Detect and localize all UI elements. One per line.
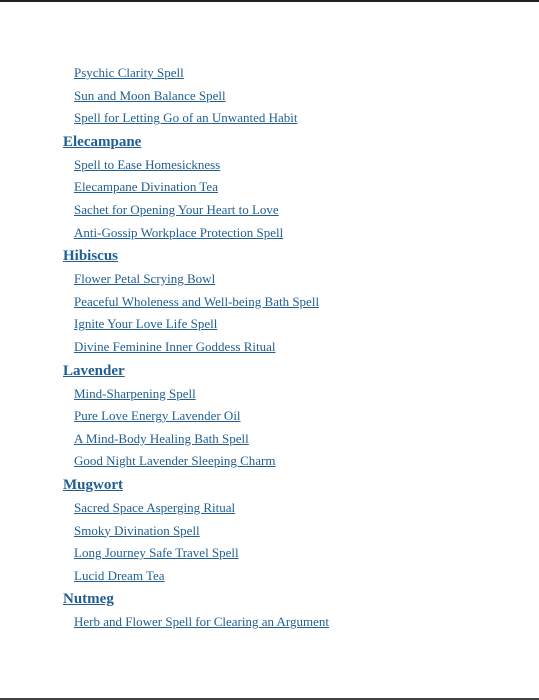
- toc-section-heading-elecampane[interactable]: Elecampane: [63, 133, 142, 150]
- toc-link[interactable]: Sachet for Opening Your Heart to Love: [74, 201, 279, 217]
- toc-link[interactable]: Herb and Flower Spell for Clearing an Argument: [74, 614, 330, 630]
- toc-link[interactable]: Smoky Divination Spell: [74, 522, 200, 538]
- toc-section-heading-hibiscus[interactable]: Hibiscus: [63, 248, 119, 265]
- page-top-edge: [0, 0, 539, 2]
- toc-link[interactable]: Sun and Moon Balance Spell: [74, 87, 226, 103]
- table-of-contents: [63, 62, 523, 634]
- toc-section-heading-nutmeg[interactable]: Nutmeg: [63, 591, 114, 608]
- toc-link[interactable]: Anti-Gossip Workplace Protection Spell: [74, 224, 284, 240]
- toc-section-heading-lavender[interactable]: Lavender: [63, 362, 125, 379]
- toc-link[interactable]: Pure Love Energy Lavender Oil: [74, 408, 241, 424]
- toc-link[interactable]: Ignite Your Love Life Spell: [74, 316, 218, 332]
- toc-link[interactable]: Spell to Ease Homesickness: [74, 156, 221, 172]
- toc-link[interactable]: Good Night Lavender Sleeping Charm: [74, 453, 276, 469]
- toc-link[interactable]: Lucid Dream Tea: [74, 567, 165, 583]
- toc-link[interactable]: Peaceful Wholeness and Well-being Bath Spell: [74, 293, 320, 309]
- toc-section-heading-mugwort[interactable]: Mugwort: [63, 476, 123, 493]
- toc-link[interactable]: Elecampane Divination Tea: [74, 179, 218, 195]
- toc-link[interactable]: Divine Feminine Inner Goddess Ritual: [74, 338, 276, 354]
- toc-link[interactable]: Spell for Letting Go of an Unwanted Habit: [74, 110, 298, 126]
- toc-link[interactable]: Psychic Clarity Spell: [74, 65, 184, 80]
- toc-link[interactable]: A Mind-Body Healing Bath Spell: [74, 430, 249, 446]
- toc-link[interactable]: Sacred Space Asperging Ritual: [74, 499, 236, 515]
- toc-link[interactable]: Mind-Sharpening Spell: [74, 385, 196, 401]
- toc-link[interactable]: Flower Petal Scrying Bowl: [74, 271, 216, 287]
- toc-link[interactable]: Long Journey Safe Travel Spell: [74, 545, 239, 561]
